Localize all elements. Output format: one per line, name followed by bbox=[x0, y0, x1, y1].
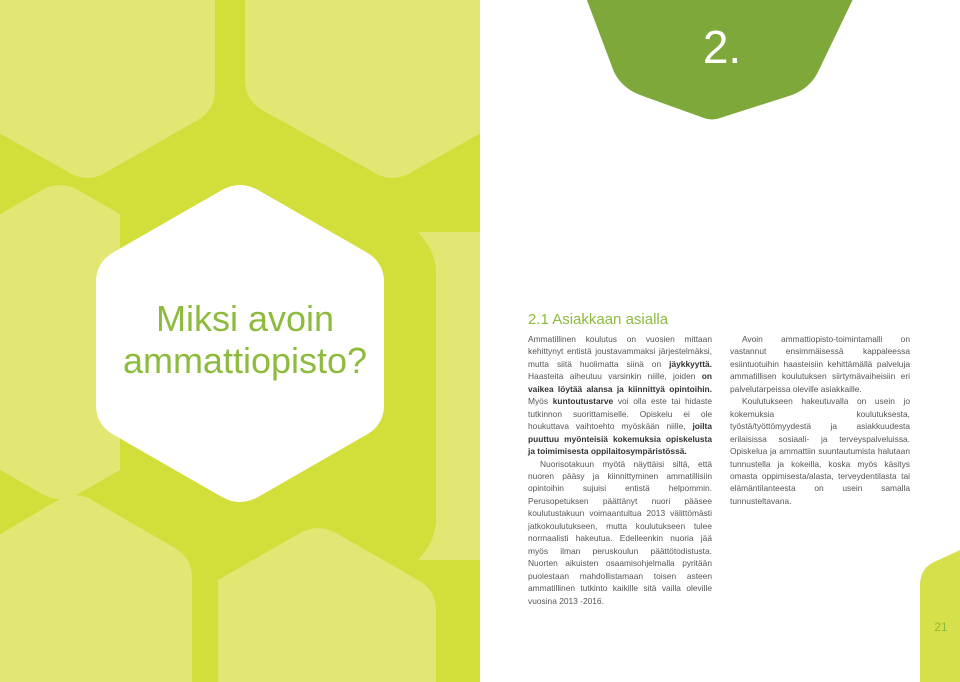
text-column-left bbox=[528, 333, 712, 607]
corner-hexagon bbox=[920, 550, 960, 682]
text-run: Haasteita aiheutuu varsinkin niille, joiden bbox=[528, 371, 702, 382]
hexagon-top-right bbox=[245, 0, 480, 178]
corner-hexagon-shape bbox=[920, 550, 960, 682]
paragraph-model: Avoin ammattiopisto-toimintamalli on vastannut ensimmäisessä kappaleessa esiintuotuihin haasteisiin kehittämällä palveluja ammatillisen koulutuksen siirtymävaiheisiin eri palvelutarpeissa oleville asiakkaille. bbox=[730, 334, 910, 394]
hexagon-right bbox=[418, 232, 480, 560]
text-run: Myös bbox=[528, 396, 553, 407]
page-title bbox=[100, 298, 390, 383]
text-column-right bbox=[730, 333, 910, 507]
page-number: 21 bbox=[934, 620, 948, 634]
bold-run: jäykkyyttä. bbox=[669, 358, 712, 369]
title-line-2: ammattiopisto? bbox=[122, 340, 368, 382]
bold-run: joilta puuttuu myönteisiä kokemuksia opiskelusta ja toimimisesta oppilaitosympäristössä. bbox=[528, 421, 712, 457]
hexagon-top-left bbox=[0, 0, 215, 178]
chapter-number: 2. bbox=[702, 21, 742, 73]
bold-run: kuntoutustarve bbox=[552, 396, 614, 407]
bold-run: on vaikea löytää alansa ja kiinnittyä opintoihin. bbox=[528, 371, 712, 394]
paragraph-challenges bbox=[528, 333, 712, 458]
hexagon-bottom-center bbox=[218, 528, 436, 682]
section-heading: 2.1 Asiakkaan asialla bbox=[528, 311, 669, 328]
text-run: voi olla este tai hidaste tutkinnon suorittamiselle. Opiskelu ei ole houkuttava vaihtoehto myöskään niille, bbox=[528, 396, 712, 432]
title-line-1: Miksi avoin bbox=[155, 298, 335, 339]
text-run: Ammatillinen koulutus on vuosien mittaan kehittynyt entistä joustavammaksi järjestelmäksi, mutta siitä huolimatta siinä on bbox=[528, 334, 712, 369]
paragraph-youth-guarantee: Nuorisotakuun myötä näyttäisi siltä, että nuoren pääsy ja kiinnittyminen ammatillisiin opintoihin sujuisi entistä helpommin. Perusopetuksen päättänyt nuori pääsee koulutustakuun voimaantultua 2013 välittömästi jatkokoulutukseen, mutta koulutukseen tulee normaalisti hakeutua. Edelleenkin nuoria jää myös ilman peruskoulun päättötodistusta. Nuorten aikuisten osaamisohjelmalla pyritään puolestaan mahdollistamaan toisen asteen ammatillinen tutkinto kaikille sitä vailla oleville vuosina 2013 -2016. bbox=[528, 458, 712, 606]
hexagon-bottom-left bbox=[0, 495, 192, 682]
paragraph-applicants: Koulutukseen hakeutuvalla on usein jo kokemuksia koulutuksesta, työstä/työttömyydestä ja asiakkuudesta erilaisissa sosiaali- ja terveyspalveluissa. Opiskelua ja ammattiin suuntautumista halutaan tunnustella ja kokeilla, koska myös käsitys omasta oppimisesta/alasta, terveydentilasta tai elämäntilanteesta on usein samalla tunnusteltavana. bbox=[730, 396, 910, 506]
